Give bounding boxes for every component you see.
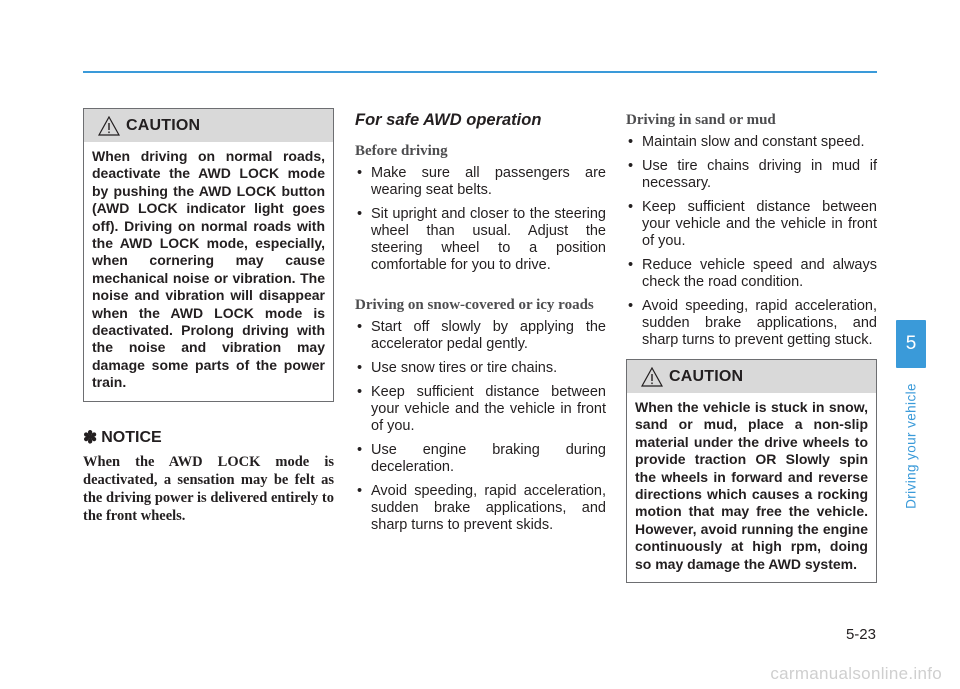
top-rule xyxy=(83,71,877,73)
caution-header xyxy=(627,360,876,393)
warning-triangle-icon xyxy=(98,116,120,136)
warning-triangle-icon xyxy=(641,367,663,387)
subsection-title-sand: Driving in sand or mud xyxy=(626,112,776,128)
left-column xyxy=(83,108,334,525)
caution-header xyxy=(84,109,333,142)
subsection-title-snow: Driving on snow-covered or icy roads xyxy=(355,297,594,313)
list-item: • Keep sufficient distance between your vehicle and the vehicle in front of you. xyxy=(626,199,877,250)
notice-title: NOTICE xyxy=(101,428,162,446)
chapter-number-tab: 5 xyxy=(896,320,926,368)
middle-column xyxy=(355,108,606,541)
caution-body: When the vehicle is stuck in snow, sand or mud, place a non-slip material under the drive wheels to provide traction OR Slowly spin the wheels in forward and reverse directions which causes a rocking motion that may free the vehicle. However, avoid running the engine continuously at high rpm, doing so may damage the AWD system. xyxy=(635,399,868,572)
list-item: • Start off slowly by applying the accelerator pedal gently. xyxy=(355,319,606,353)
list-item: • Avoid speeding, rapid acceleration, sudden brake applications, and sharp turns to prevent skids. xyxy=(355,483,606,534)
before-driving-list xyxy=(355,165,606,274)
list-item: • Use snow tires or tire chains. xyxy=(355,360,606,377)
list-item: • Keep sufficient distance between your vehicle and the vehicle in front of you. xyxy=(355,384,606,435)
right-column xyxy=(626,108,877,583)
subsection-title-before-driving: Before driving xyxy=(355,143,448,159)
notice-star-icon: ✽ xyxy=(83,427,98,447)
section-title: For safe AWD operation xyxy=(355,111,542,129)
caution-title: CAUTION xyxy=(669,367,744,385)
caution-box-awd-lock xyxy=(83,108,334,402)
list-item: • Use tire chains driving in mud if necessary. xyxy=(626,158,877,192)
list-item: • Use engine braking during deceleration. xyxy=(355,442,606,476)
notice-heading xyxy=(83,428,334,448)
caution-body: When driving on normal roads, deactivate the AWD LOCK mode by pushing the AWD LOCK button (AWD LOCK indicator light goes off). Driving on normal roads with the AWD LOCK mode, especially, when cornering may cause mechanical noise or vibration. The noise and vibration will disappear when the AWD LOCK mode is deactivated. Prolong driving with the noise and vibration may damage some parts of the power train. xyxy=(92,148,325,391)
list-item: • Sit upright and closer to the steering wheel than usual. Adjust the steering wheel to a position comfortable for you to drive. xyxy=(355,206,606,274)
caution-box-stuck xyxy=(626,359,877,583)
watermark: carmanualsonline.info xyxy=(770,664,942,683)
snow-list xyxy=(355,319,606,534)
page-number: 5-23 xyxy=(845,626,876,643)
caution-title: CAUTION xyxy=(126,116,201,134)
list-item: • Reduce vehicle speed and always check the road condition. xyxy=(626,257,877,291)
list-item: • Make sure all passengers are wearing seat belts. xyxy=(355,165,606,199)
sand-list xyxy=(626,134,877,349)
notice-body: When the AWD LOCK mode is deactivated, a sensation may be felt as the driving power is delivered entirely to the front wheels. xyxy=(83,453,334,524)
chapter-label: Driving your vehicle xyxy=(903,383,919,509)
list-item: • Maintain slow and constant speed. xyxy=(626,134,877,151)
list-item: • Avoid speeding, rapid acceleration, sudden brake applications, and sharp turns to prevent getting stuck. xyxy=(626,298,877,349)
